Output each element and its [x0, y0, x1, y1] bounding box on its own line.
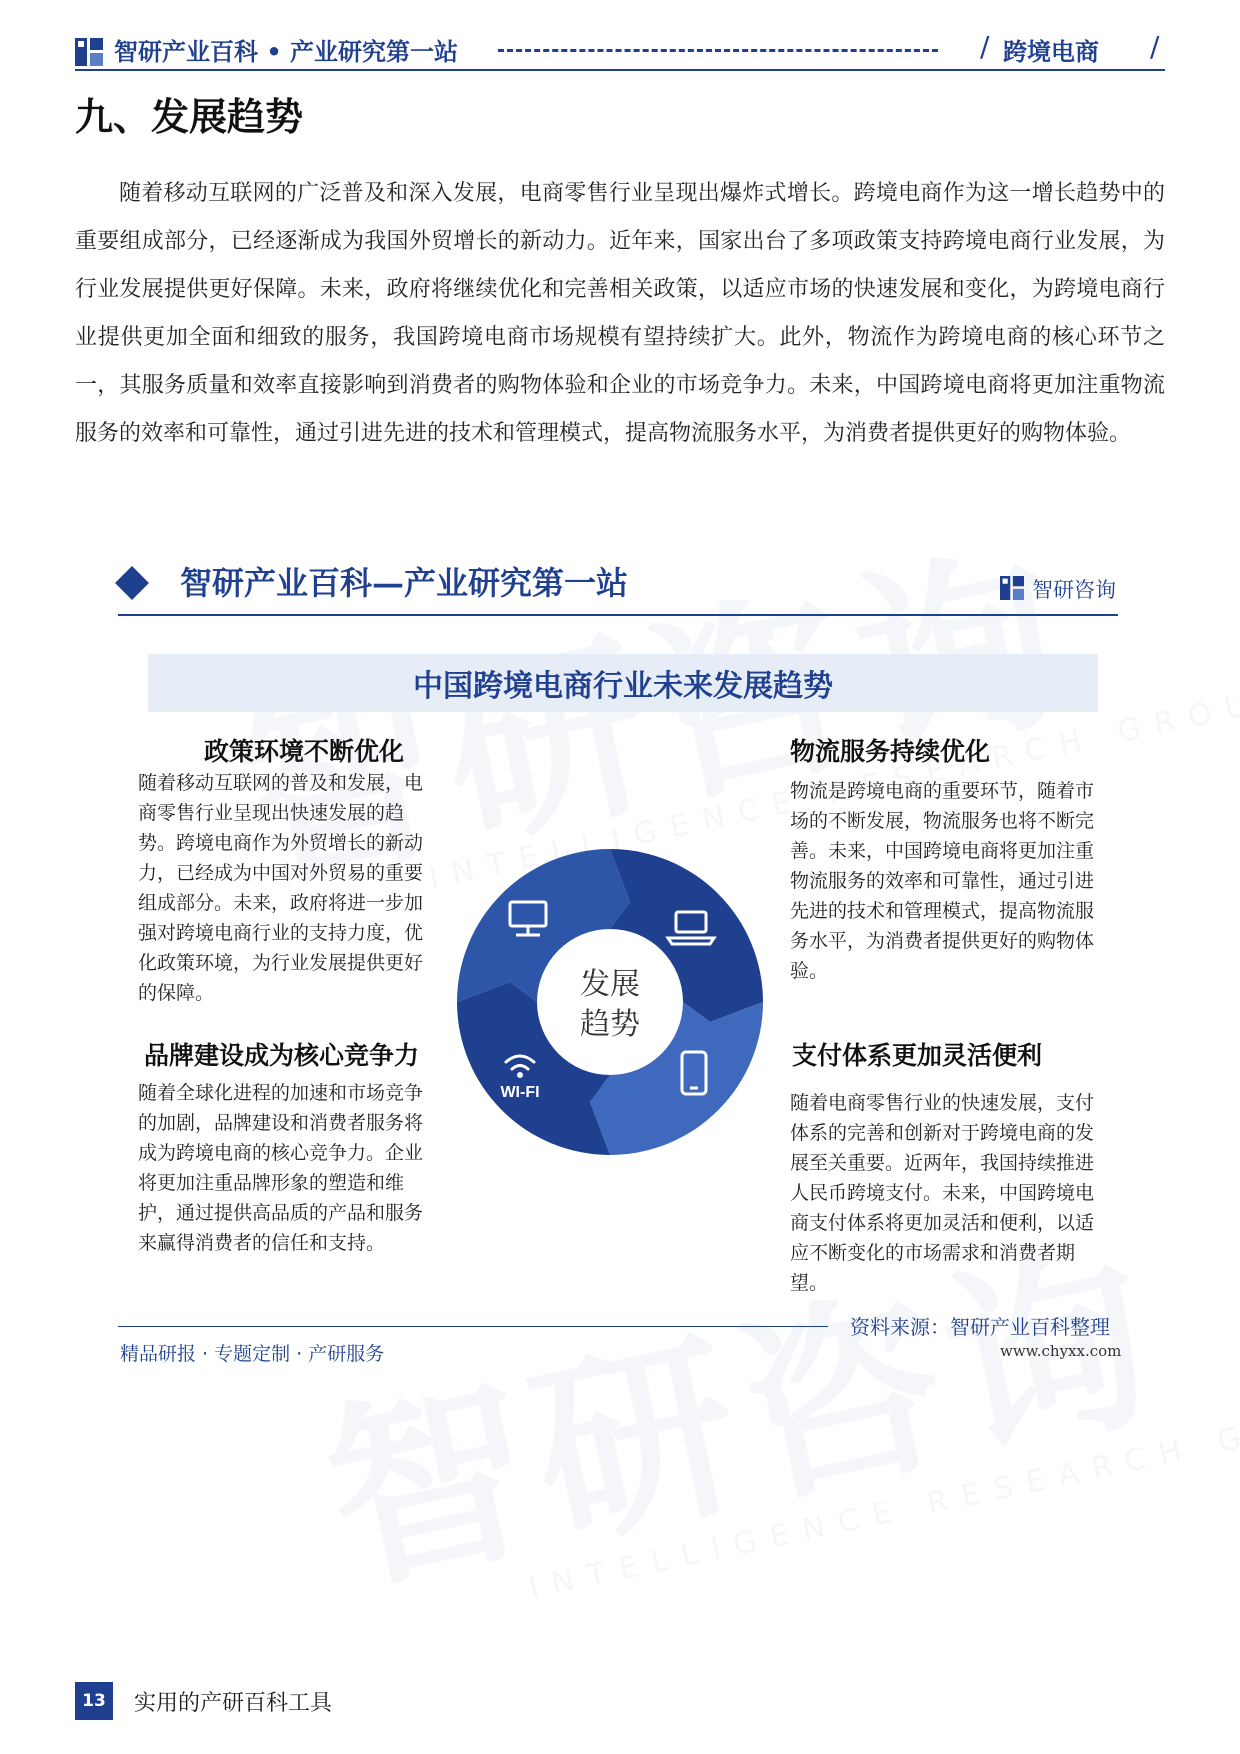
card-text-brand: 随着全球化进程的加速和市场竞争的加剧，品牌建设和消费者服务将成为跨境电商的核心竞争力。企业将更加注重品牌形象的塑造和维护，通过提供高品质的产品和服务来赢得消费者的信任和支持。 [138, 1082, 424, 1254]
infographic-rule [118, 614, 1118, 616]
watermark-subtext [526, 1389, 1240, 1606]
card-text-policy: 随着移动互联网的普及和发展，电商零售行业呈现出快速发展的趋势。跨境电商作为外贸增长的新动力，已经成为中国对外贸易的重要组成部分。未来，政府将进一步加强对跨境电商行业的支持力度，优化政策环境，为行业发展提供更好的保障。 [138, 772, 424, 1004]
body-paragraph: 随着移动互联网的广泛普及和深入发展，电商零售行业呈现出爆炸式增长。跨境电商作为这一增长趋势中的重要组成部分，已经逐渐成为我国外贸增长的新动力。近年来，国家出台了多项政策支持跨境电商行业发展，为行业发展提供更好保障。未来，政府将继续优化和完善相关政策，以适应市场的快速发展和变化，为跨境电商行业提供更加全面和细致的服务，我国跨境电商市场规模有望持续扩大。此外，物流作为跨境电商的核心环节之一，其服务质量和效率直接影响到消费者的购物体验和企业的市场竞争力。未来，中国跨境电商将更加注重物流服务的效率和可靠性，通过引进先进的技术和管理模式，提高物流服务水平，为消费者提供更好的购物体验。 [75, 181, 1165, 446]
wifi-label: WI-FI [500, 1084, 540, 1101]
cycle-diagram [450, 842, 770, 1162]
infographic-banner-title: 中国跨境电商行业未来发展趋势 [413, 669, 833, 704]
header-slash-left: / [980, 30, 990, 63]
page-number: 13 [75, 1682, 113, 1720]
card-heading-policy: 政策环境不断优化 [204, 737, 405, 766]
header-category: 跨境电商 [1003, 38, 1099, 66]
header-brand-title: 智研产业百科 • 产业研究第一站 [114, 38, 459, 66]
card-heading-logistics: 物流服务持续优化 [790, 737, 991, 766]
brand-logo-icon [1000, 576, 1024, 600]
card-heading-brand: 品牌建设成为核心竞争力 [144, 1041, 420, 1070]
infographic-tagline: 精品研报 · 专题定制 · 产研服务 [120, 1343, 385, 1365]
infographic-title: 智研产业百科—产业研究第一站 [180, 564, 629, 602]
website-url: www.chyxx.com [1000, 1342, 1122, 1360]
brand-logo-icon [75, 38, 103, 66]
header-rule [75, 69, 1165, 71]
center-label-line1: 发展 [580, 967, 640, 1002]
header-slash-right: / [1150, 30, 1160, 63]
infographic-footer-rule [118, 1326, 828, 1327]
infographic-brand: 智研咨询 [1032, 578, 1116, 602]
diamond-icon [115, 566, 149, 600]
header-dashed-divider [498, 49, 938, 52]
card-heading-payment: 支付体系更加灵活便利 [792, 1041, 1043, 1070]
source-note: 资料来源：智研产业百科整理 [850, 1315, 1110, 1339]
card-text-payment: 随着电商零售行业的快速发展，支付体系的完善和创新对于跨境电商的发展至关重要。近两年，我国持续推进人民币跨境支付。未来，中国跨境电商支付体系将更加灵活和便利，以适应不断变化的市场需求和消费者期望。 [790, 1092, 1095, 1294]
section-title: 九、发展趋势 [75, 94, 304, 139]
card-text-logistics: 物流是跨境电商的重要环节，随着市场的不断发展，物流服务也将不断完善。未来，中国跨境电商将更加注重物流服务的效率和可靠性，通过引进先进的技术和管理模式，提高物流服务水平，为消费者提供更好的购物体验。 [790, 780, 1095, 982]
footer-text: 实用的产研百科工具 [134, 1691, 333, 1716]
center-label-line2: 趋势 [580, 1007, 640, 1042]
